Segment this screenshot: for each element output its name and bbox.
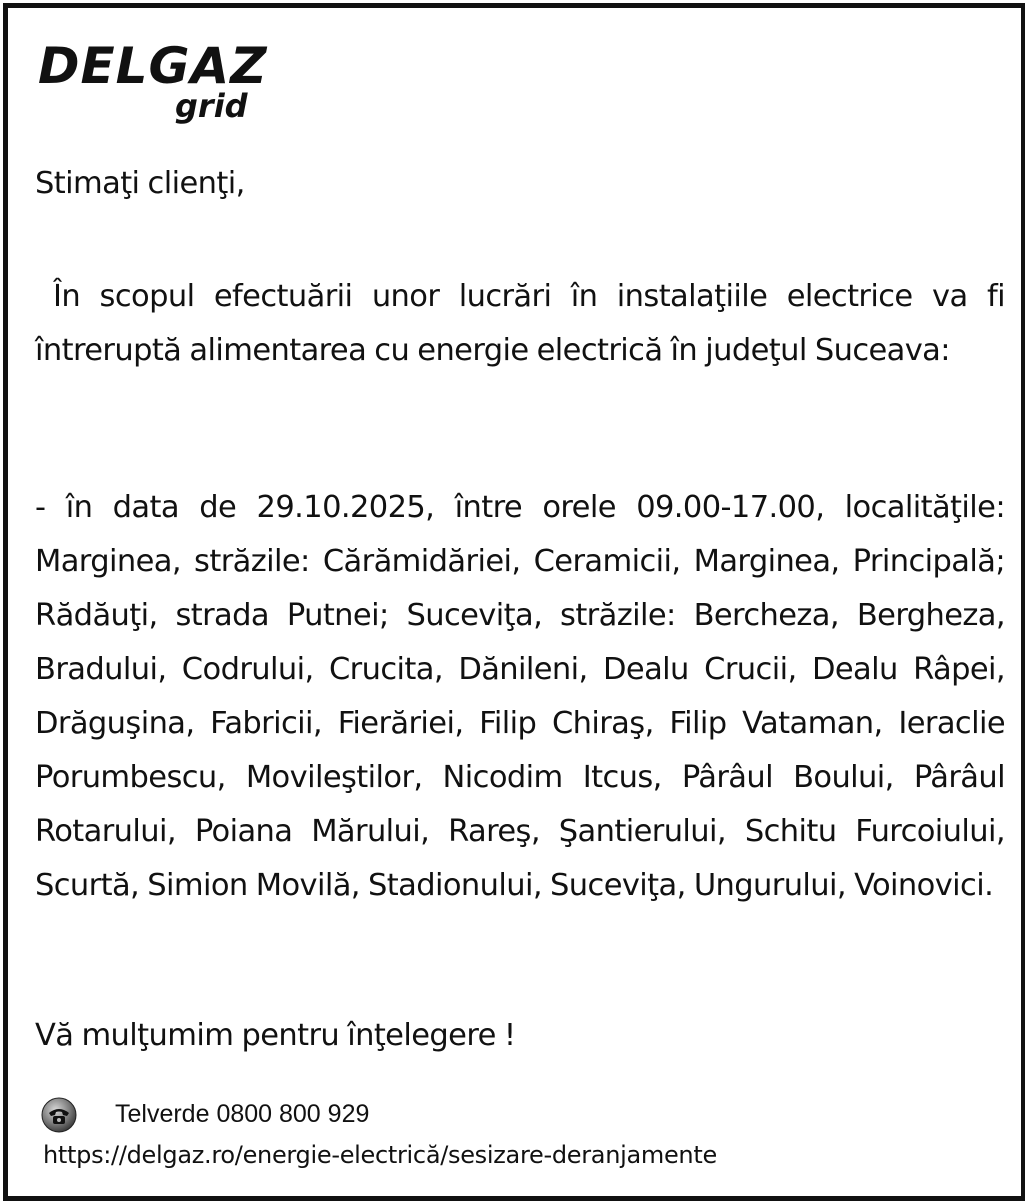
intro-paragraph: În scopul efectuării unor lucrări în instalaţiile electrice va fi întreruptă alimentarea cu energie electrică în judeţul Suceava:: [35, 279, 1005, 368]
outage-schedule-paragraph: - în data de 29.10.2025, între orele 09.00-17.00, localităţile: Marginea, străzile: Cărămidăriei, Ceramicii, Marginea, Principală; Rădăuţi, strada Putnei; Suceviţa, străzile: Bercheza, Bergheza, Bradului, Codrului, Crucita, Dănileni, Dealu Crucii, Dealu Râpei, Drăguşina, Fabricii, Fierăriei, Filip Chiraş, Filip Vataman, Ieraclie Porumbescu, Movileştilor, Nicodim Itcus, Pârâul Boului, Pârâul Rotarului, Poiana Mărului, Rareş, Şantierului, Schitu Furcoiului, Scurtă, Simion Movilă, Stadionului, Suceviţa, Ungurului, Voinovici.: [35, 490, 1005, 903]
logo-brand: DELGAZ: [38, 37, 268, 95]
report-link[interactable]: https://delgaz.ro/energie-electrică/sesizare-deranjamente: [43, 1141, 717, 1169]
greeting: Stimaţi clienţi,: [35, 166, 245, 201]
phone-number: Telverde 0800 800 929: [115, 1100, 370, 1128]
telephone-icon: [40, 1096, 78, 1134]
phone-contact: [40, 1096, 640, 1136]
notice-frame: [3, 3, 1025, 1201]
logo-sub: grid: [175, 87, 248, 125]
thanks-line: Vă mulţumim pentru înţelegere !: [35, 1018, 516, 1053]
delgaz-grid-logo: [38, 38, 278, 138]
